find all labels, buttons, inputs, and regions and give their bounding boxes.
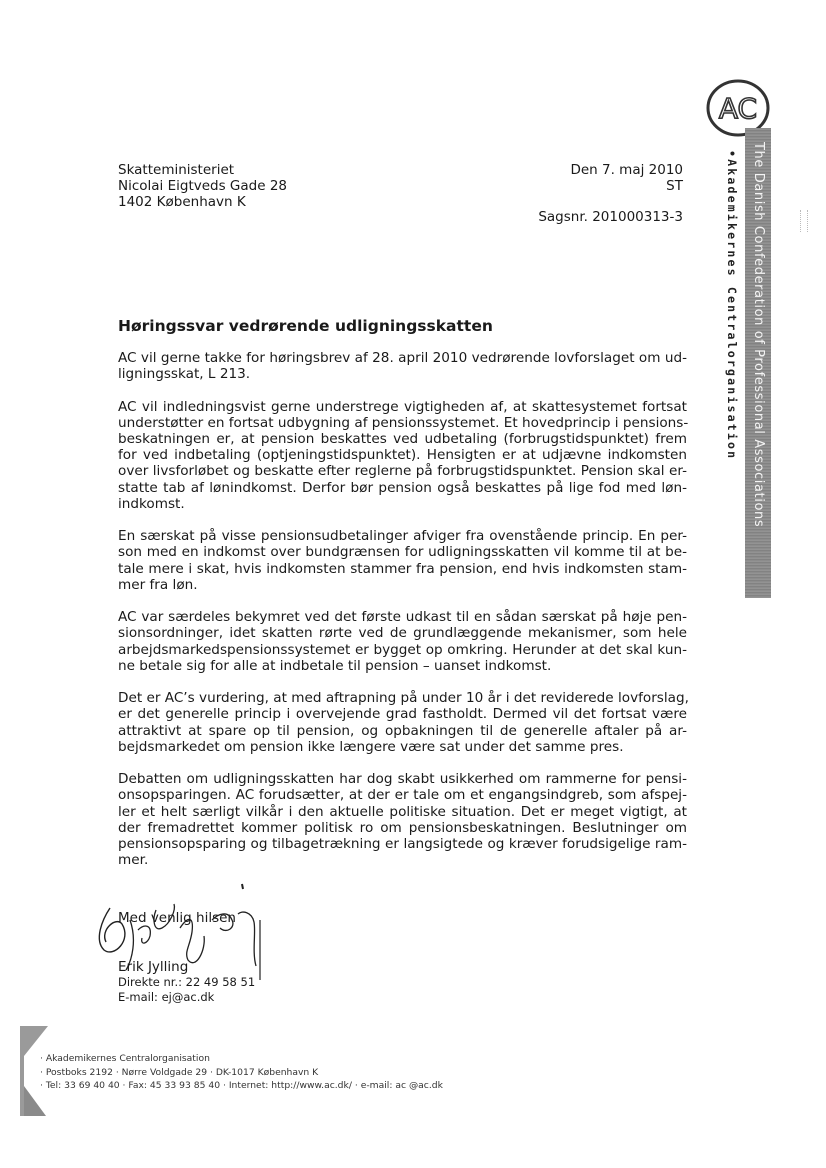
body-paragraph <box>118 771 687 868</box>
footer-line: · Akademikernes Centralorganisation <box>40 1053 210 1064</box>
letter-date: Den 7. maj 2010 <box>570 162 683 178</box>
body-line: Debatten om udligningsskatten har dog skabt usikkerhed om rammerne for pensi- <box>118 771 687 788</box>
body-paragraph <box>118 690 687 755</box>
letter-title: Høringssvar vedrørende udligningsskatten <box>118 317 493 335</box>
recipient-address <box>118 162 287 210</box>
body-line: ler et helt særligt vilkår i den aktuelle politiske situation. Det er meget vigtigt, at <box>118 803 687 820</box>
body-line: sionsordninger, idet skatten rørte ved de grundlæggende mekanismer, som hele <box>118 625 687 642</box>
signer-phone: Direkte nr.: 22 49 58 51 <box>118 975 256 989</box>
body-line: for ved indbetaling (optjeningstidspunktet). Hensigten er at udjævne indkomsten <box>118 447 687 464</box>
body-line: mer. <box>118 852 149 869</box>
body-line: beskatningen er, at pension beskattes ved udbetaling (forbrugstidspunktet) frem <box>118 431 687 447</box>
footer-line: · Postboks 2192 · Nørre Voldgade 29 · DK-1017 København K <box>40 1066 319 1078</box>
closing-phrase: Med venlig hilsen <box>118 910 236 926</box>
case-number: Sagsnr. 201000313-3 <box>538 209 683 225</box>
body-line: En særskat på visse pensionsudbetalinger afviger fra ovenstående princip. En per- <box>118 528 687 545</box>
body-line: ligningsskat, L 213. <box>118 366 251 383</box>
body-line: onsopsparingen. AC forudsætter, at der er tale om et engangsindgreb, som afspej- <box>118 787 687 804</box>
body-line: tale mere i skat, hvis indkomsten stammer fra pension, end hvis indkomsten stam- <box>118 560 687 577</box>
body-line: attraktivt at spare op til pension, og opbakningen til de generelle aftaler på ar- <box>118 722 687 739</box>
body-line: AC var særdeles bekymret ved det første udkast til en sådan særskat på høje pen- <box>118 609 687 626</box>
recipient-line: Nicolai Eigtveds Gade 28 <box>118 178 288 194</box>
body-line: er det generelle princip i overvejende grad fastholdt. Dermed vil det fortsat være <box>118 706 687 723</box>
edge-mark <box>800 210 808 232</box>
footer-contact <box>40 1052 443 1093</box>
body-line: mer fra løn. <box>118 576 198 593</box>
body-line: understøtter en fortsat udbygning af pensionssystemet. Et hovedprincip i pensions- <box>118 414 689 431</box>
letter-body <box>118 350 687 868</box>
signer-email: E-mail: ej@ac.dk <box>118 990 215 1004</box>
body-line: Det er AC’s vurdering, at med aftrapning på under 10 år i det reviderede lovforslag, <box>118 690 689 707</box>
side-banner-danish: •Akademikernes Centralorganisation <box>725 150 739 461</box>
body-line: ne betale sig for alle at indbetale til pension – uanset indkomst. <box>118 657 552 674</box>
body-line: indkomst. <box>118 495 185 512</box>
logo-text: AC <box>718 92 758 125</box>
body-line: bejdsmarkedet om pension ikke længere være sat under det samme pres. <box>118 738 624 755</box>
body-line: son med en indkomst over bundgrænsen for udligningsskatten vil komme til at be- <box>118 544 687 561</box>
signer-name: Erik Jylling <box>118 959 189 975</box>
author-initials: ST <box>666 178 683 194</box>
body-paragraph <box>118 528 687 593</box>
body-line: arbejdsmarkedspensionssystemet er bygget op omkring. Herunder at det skal kun- <box>118 641 687 658</box>
body-line: statte tab af lønindkomst. Derfor bør pension også beskattes på lige fod med løn- <box>118 479 687 496</box>
body-paragraph <box>118 350 687 382</box>
footer-line: · Tel: 33 69 40 40 · Fax: 45 33 93 85 40 · Internet: http://www.ac.dk/ · e-mail: ac @ac.dk <box>40 1080 443 1091</box>
body-line: over livsforløbet og beskatte efter reglerne på forbrugstidspunktet. Pension skal er- <box>118 463 687 480</box>
recipient-line: 1402 København K <box>118 194 246 210</box>
body-line: pensionsopsparing og tilbagetrækning er langsigtede og kræver forudsigelige ram- <box>118 836 687 853</box>
recipient-line: Skatteministeriet <box>118 162 235 178</box>
body-paragraph <box>118 399 687 512</box>
body-line: der fremadrettet kommer politisk ro om pensionsbeskatningen. Beslutninger om <box>118 819 687 836</box>
body-paragraph <box>118 609 687 674</box>
body-line: AC vil gerne takke for høringsbrev af 28. april 2010 vedrørende lovforslaget om ud- <box>118 350 687 366</box>
body-line: AC vil indledningsvist gerne understrege vigtigheden af, at skattesystemet fortsat <box>118 398 687 415</box>
date-block <box>570 162 683 194</box>
side-banner-english: The Danish Confederation of Professional Associations <box>751 142 766 528</box>
